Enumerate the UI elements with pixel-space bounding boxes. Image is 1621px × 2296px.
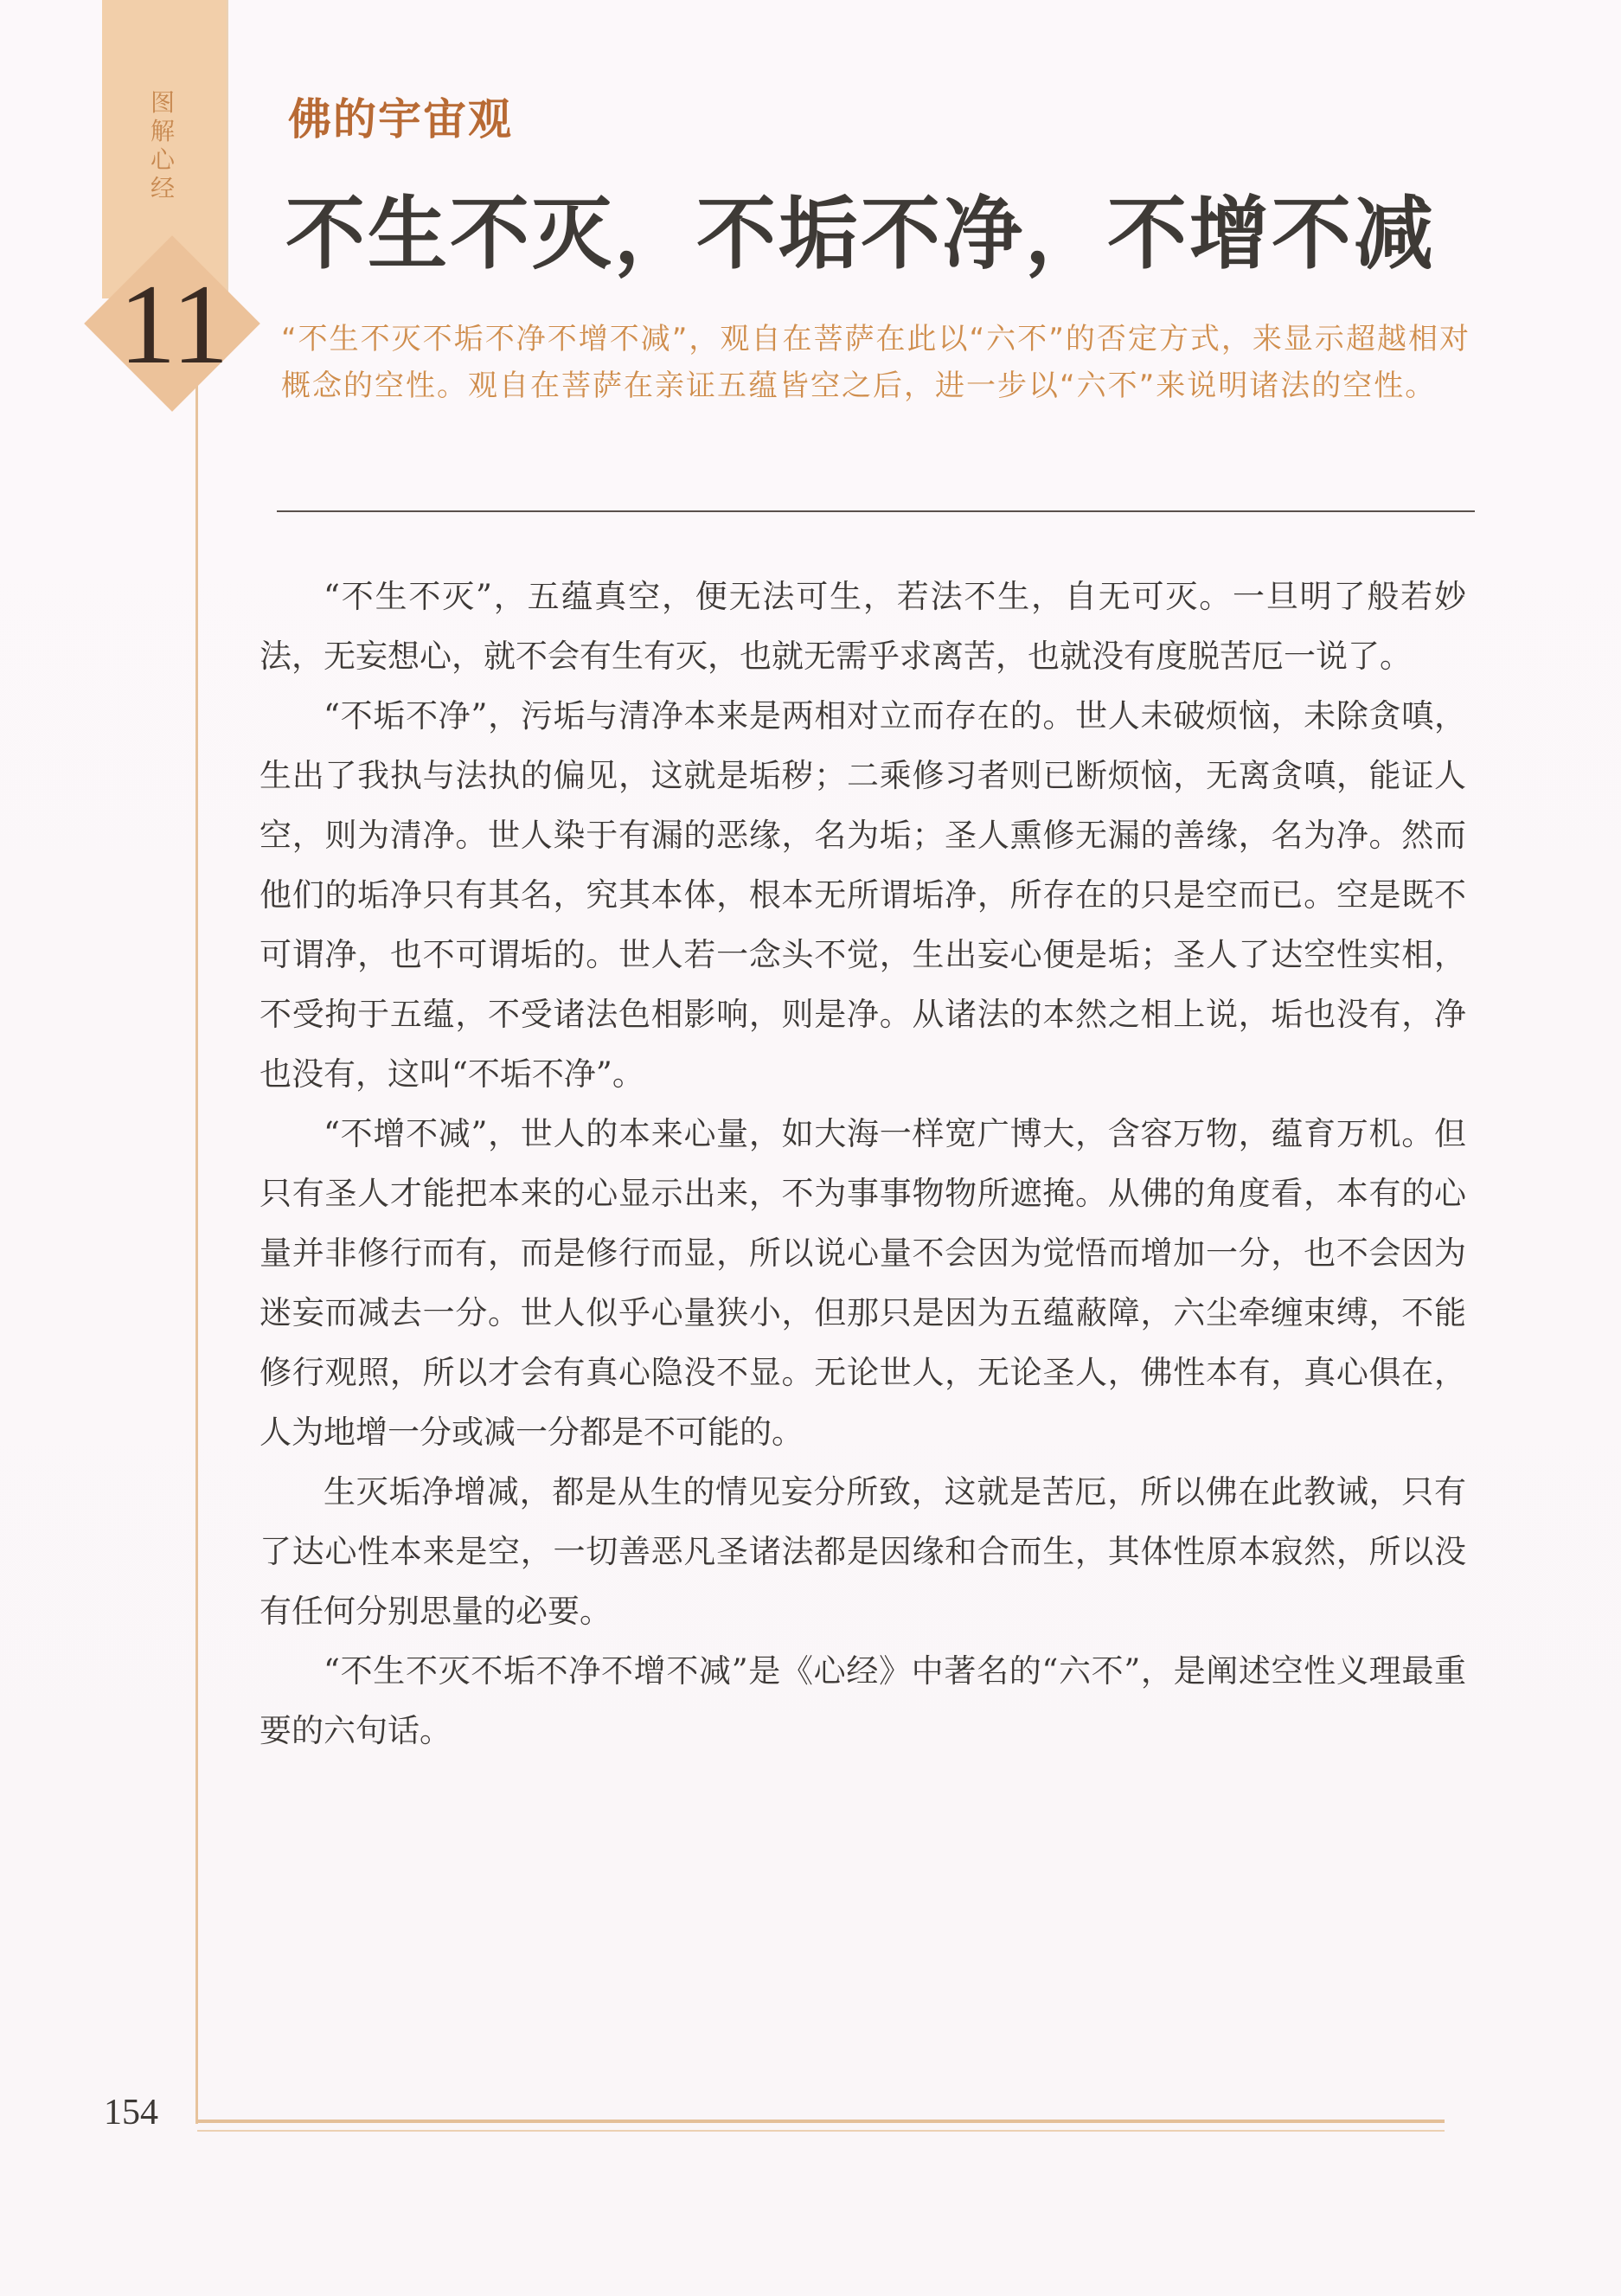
section-title: 佛的宇宙观 xyxy=(288,93,513,144)
divider-rule xyxy=(277,510,1475,512)
page-title: 不生不灭，不垢不净，不增不减 xyxy=(285,187,1437,280)
footer-rule xyxy=(197,2120,1445,2123)
paragraph: 生灭垢净增减，都是从生的情见妄分所致，这就是苦厄，所以佛在此教诫，只有了达心性本来是空，一切善恶凡圣诸法都是因缘和合而生，其体性原本寂然，所以没有任何分别思量的必要。 xyxy=(259,1473,1466,1630)
series-label: 图解心经 xyxy=(150,88,175,202)
chapter-badge xyxy=(74,260,247,433)
paragraph: “不生不灭不垢不净不增不减”是《心经》中著名的“六不”，是阐述空性义理最重要的六句话。 xyxy=(259,1652,1466,1749)
side-divider-top xyxy=(227,0,228,294)
page-number: 154 xyxy=(104,2093,158,2132)
chapter-number: 11 xyxy=(119,260,229,388)
paragraph: “不生不灭”，五蕴真空，便无法可生，若法不生，自无可灭。一旦明了般若妙法，无妄想心，就不会有生有灭，也就无需乎求离苦，也就没有度脱苦厄一说了。 xyxy=(259,578,1466,675)
paragraph: “不垢不净”，污垢与清净本来是两相对立而存在的。世人未破烦恼，未除贪嗔，生出了我执与法执的偏见，这就是垢秽；二乘修习者则已断烦恼，无离贪嗔，能证人空，则为清净。世人染于有漏的恶缘，名为垢；圣人熏修无漏的善缘，名为净。然而他们的垢净只有其名，究其本体，根本无所谓垢净，所存在的只是空而已。空是既不可谓净，也不可谓垢的。世人若一念头不觉，生出妄心便是垢；圣人了达空性实相，不受拘于五蕴，不受诸法色相影响，则是净。从诸法的本然之相上说，垢也没有，净也没有，这叫“不垢不净”。 xyxy=(259,697,1466,1093)
paragraph: “不增不减”，世人的本来心量，如大海一样宽广博大，含容万物，蕴育万机。但只有圣人才能把本来的心显示出来，不为事事物物所遮掩。从佛的角度看，本有的心量并非修行而有，而是修行而显，所以说心量不会因为觉悟而增加一分，也不会因为迷妄而减去一分。世人似乎心量狭小，但那只是因为五蕴蔽障，六尘牵缠束缚，不能修行观照，所以才会有真心隐没不显。无论世人，无论圣人，佛性本有，真心俱在，人为地增一分或减一分都是不可能的。 xyxy=(259,1115,1466,1451)
footer-rule-thin xyxy=(197,2130,1445,2132)
summary-text: “不生不灭不垢不净不增不减”，观自在菩萨在此以“六不”的否定方式，来显示超越相对概念的空性。观自在菩萨在亲证五蕴皆空之后，进一步以“六不”来说明诸法的空性。 xyxy=(281,322,1470,403)
body-text xyxy=(259,567,1466,1760)
side-divider xyxy=(195,294,198,2124)
